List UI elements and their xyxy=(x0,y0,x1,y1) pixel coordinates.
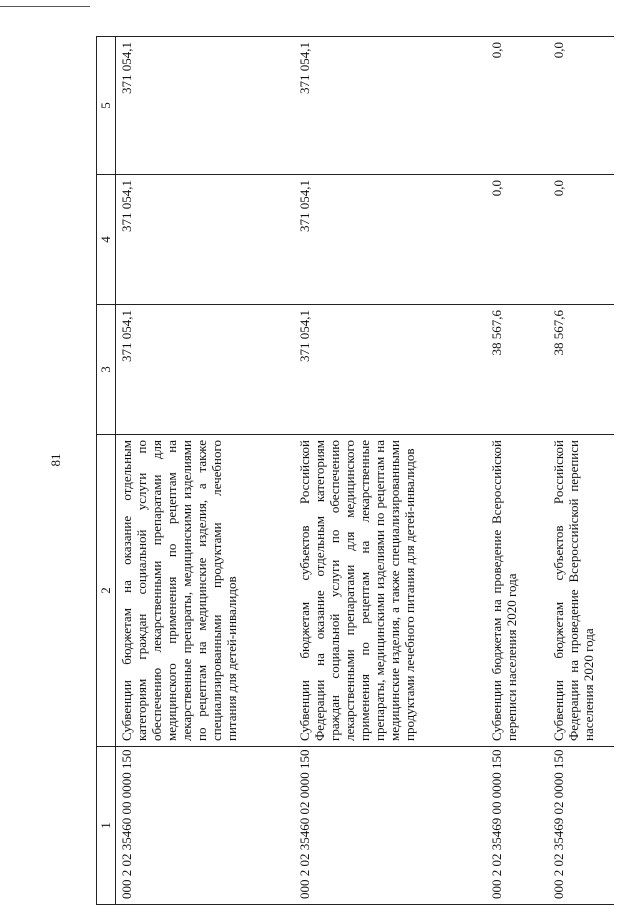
description-cell: Субвенции бюджетам субъектов Российской Федерации на оказание отдельным категориям граждан социальной услуги по обеспечению лекарственными препаратами для медицинского применения по рецептам на лекарственные препараты, медицинскими изделиями по рецептам на медицинские изделия, а также специализированными продуктами лечебного питания для детей-инвалидов xyxy=(294,435,486,747)
budget-code-cell: 000 2 02 35469 00 0000 150 xyxy=(486,747,548,905)
description-cell: Субвенции бюджетам на оказание отдельным категориям граждан социальной услуги по обеспечению лекарственными препаратами для медицинского применения по рецептам на лекарственные препараты, медицинскими изделиями по рецептам на медицинские изделия, а также специализированными продуктами лечебного питания для детей-инвалидов xyxy=(116,435,295,747)
amount-col5-cell: 371 054,1 xyxy=(294,37,486,175)
table-row xyxy=(548,37,614,905)
amount-col3-cell: 38 567,6 xyxy=(486,305,548,435)
amount-col5-cell: 0,0 xyxy=(548,37,614,175)
description-cell: Субвенции бюджетам на проведение Всероссийской переписи населения 2020 года xyxy=(486,435,548,747)
column-header-1: 1 xyxy=(97,747,116,905)
amount-col4-cell: 371 054,1 xyxy=(116,175,295,305)
amount-col4-cell: 0,0 xyxy=(486,175,548,305)
description-cell: Субвенции бюджетам субъектов Российской Федерации на проведение Всероссийской переписи населения 2020 года xyxy=(548,435,614,747)
column-header-5: 5 xyxy=(97,37,116,175)
corner-rule xyxy=(0,6,90,7)
page-number: 81 xyxy=(48,453,63,467)
amount-col4-cell: 371 054,1 xyxy=(294,175,486,305)
table-header-row xyxy=(97,37,116,905)
amount-col4-cell: 0,0 xyxy=(548,175,614,305)
table-row xyxy=(116,37,295,905)
column-header-3: 3 xyxy=(97,305,116,435)
amount-col3-cell: 371 054,1 xyxy=(294,305,486,435)
column-header-4: 4 xyxy=(97,175,116,305)
amount-col5-cell: 0,0 xyxy=(486,37,548,175)
rotated-table-container xyxy=(96,37,616,905)
budget-code-cell: 000 2 02 35460 00 0000 150 xyxy=(116,747,295,905)
amount-col3-cell: 371 054,1 xyxy=(116,305,295,435)
amount-col5-cell: 371 054,1 xyxy=(116,37,295,175)
table-row xyxy=(486,37,548,905)
budget-code-cell: 000 2 02 35469 02 0000 150 xyxy=(548,747,614,905)
budget-table xyxy=(96,36,614,905)
table-row xyxy=(294,37,486,905)
column-header-2: 2 xyxy=(97,435,116,747)
amount-col3-cell: 38 567,6 xyxy=(548,305,614,435)
budget-code-cell: 000 2 02 35460 02 0000 150 xyxy=(294,747,486,905)
